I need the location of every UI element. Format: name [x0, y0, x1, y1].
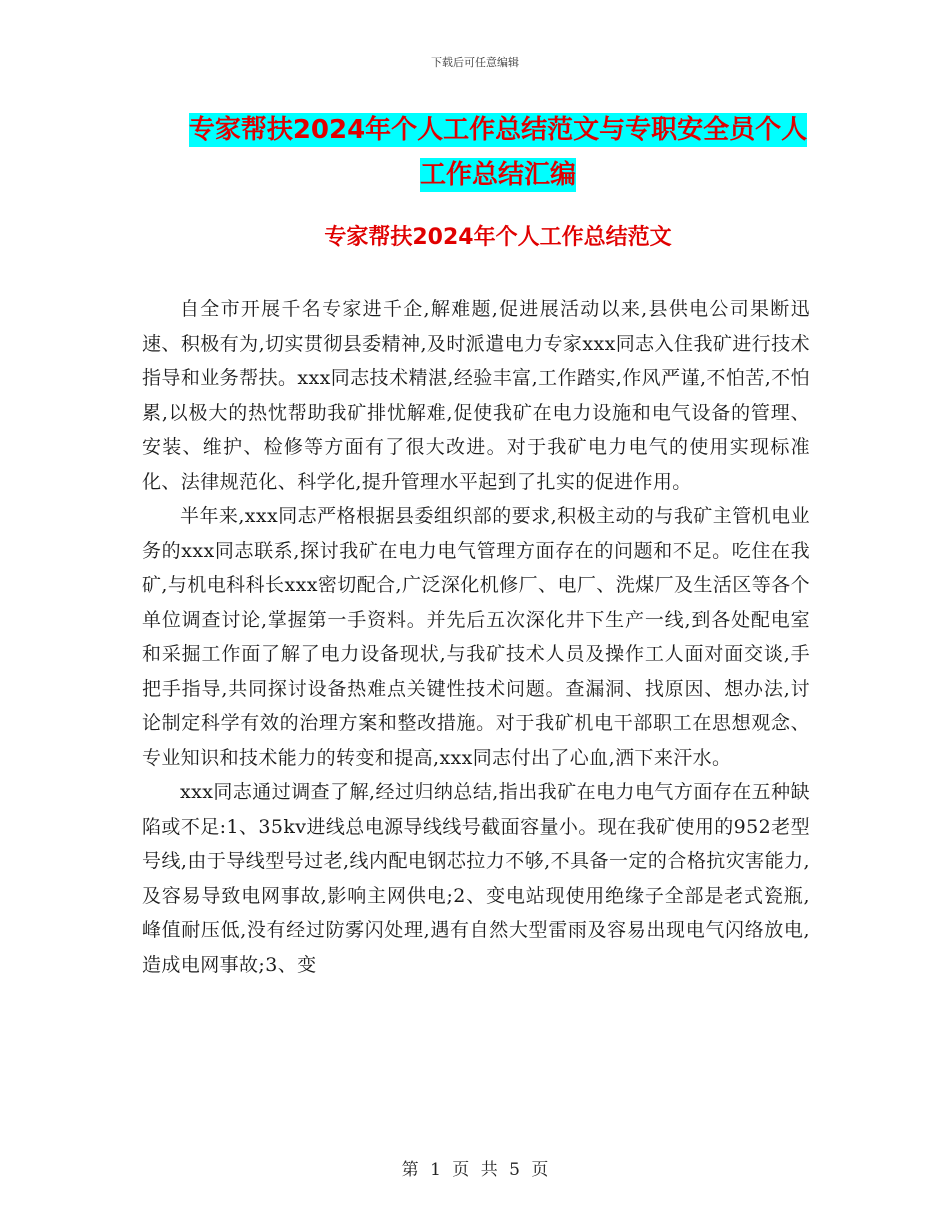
- paragraph-3: xxx同志通过调查了解,经过归纳总结,指出我矿在电力电气方面存在五种缺陷或不足:1、35kv进线总电源导线线号截面容量小。现在我矿使用的952老型号线,由于导线型号过老,线内配电钢芯拉力不够,不具备一定的合格抗灾害能力,及容易导致电网事故,影响主网供电;2、变电站现使用绝缘子全部是老式瓷瓶,峰值耐压低,没有经过防雾闪处理,遇有自然大型雷雨及容易出现电气闪络放电,造成电网事故;3、变: [142, 781, 810, 976]
- header-note: 下载后可任意编辑: [431, 56, 519, 69]
- document-title-line2: 工作总结汇编: [419, 160, 576, 190]
- page-footer: 第 1 页 共 5 页: [401, 1160, 549, 1180]
- paragraph-2: 半年来,xxx同志严格根据县委组织部的要求,积极主动的与我矿主管机电业务的xxx同志联系,探讨我矿在电力电气管理方面存在的问题和不足。吃住在我矿,与机电科科长xxx密切配合,广泛深化机修厂、电厂、洗煤厂及生活区等各个单位调查讨论,掌握第一手资料。并先后五次深化井下生产一线,到各处配电室和采掘工作面了解了电力设备现状,与我矿技术人员及操作工人面对面交谈,手把手指导,共同探讨设备热难点关键性技术问题。查漏洞、找原因、想办法,讨论制定科学有效的治理方案和整改措施。对于我矿机电干部职工在思想观念、专业知识和技术能力的转变和提高,xxx同志付出了心血,洒下来汗水。: [142, 505, 810, 769]
- document-title-line1: 专家帮扶2024年个人工作总结范文与专职安全员个人: [188, 115, 808, 145]
- paragraph-1: 自全市开展千名专家进千企,解难题,促进展活动以来,县供电公司果断迅速、积极有为,切实贯彻县委精神,及时派遣电力专家xxx同志入住我矿进行技术指导和业务帮扶。xxx同志技术精湛,经验丰富,工作踏实,作风严谨,不怕苦,不怕累,以极大的热忱帮助我矿排忧解难,促使我矿在电力设施和电气设备的管理、安装、维护、检修等方面有了很大改进。对于我矿电力电气的使用实现标准化、法律规范化、科学化,提升管理水平起到了扎实的促进作用。: [142, 298, 810, 493]
- document-title: [140, 108, 856, 198]
- section-title: 专家帮扶2024年个人工作总结范文: [324, 225, 672, 250]
- body-text: [142, 292, 810, 982]
